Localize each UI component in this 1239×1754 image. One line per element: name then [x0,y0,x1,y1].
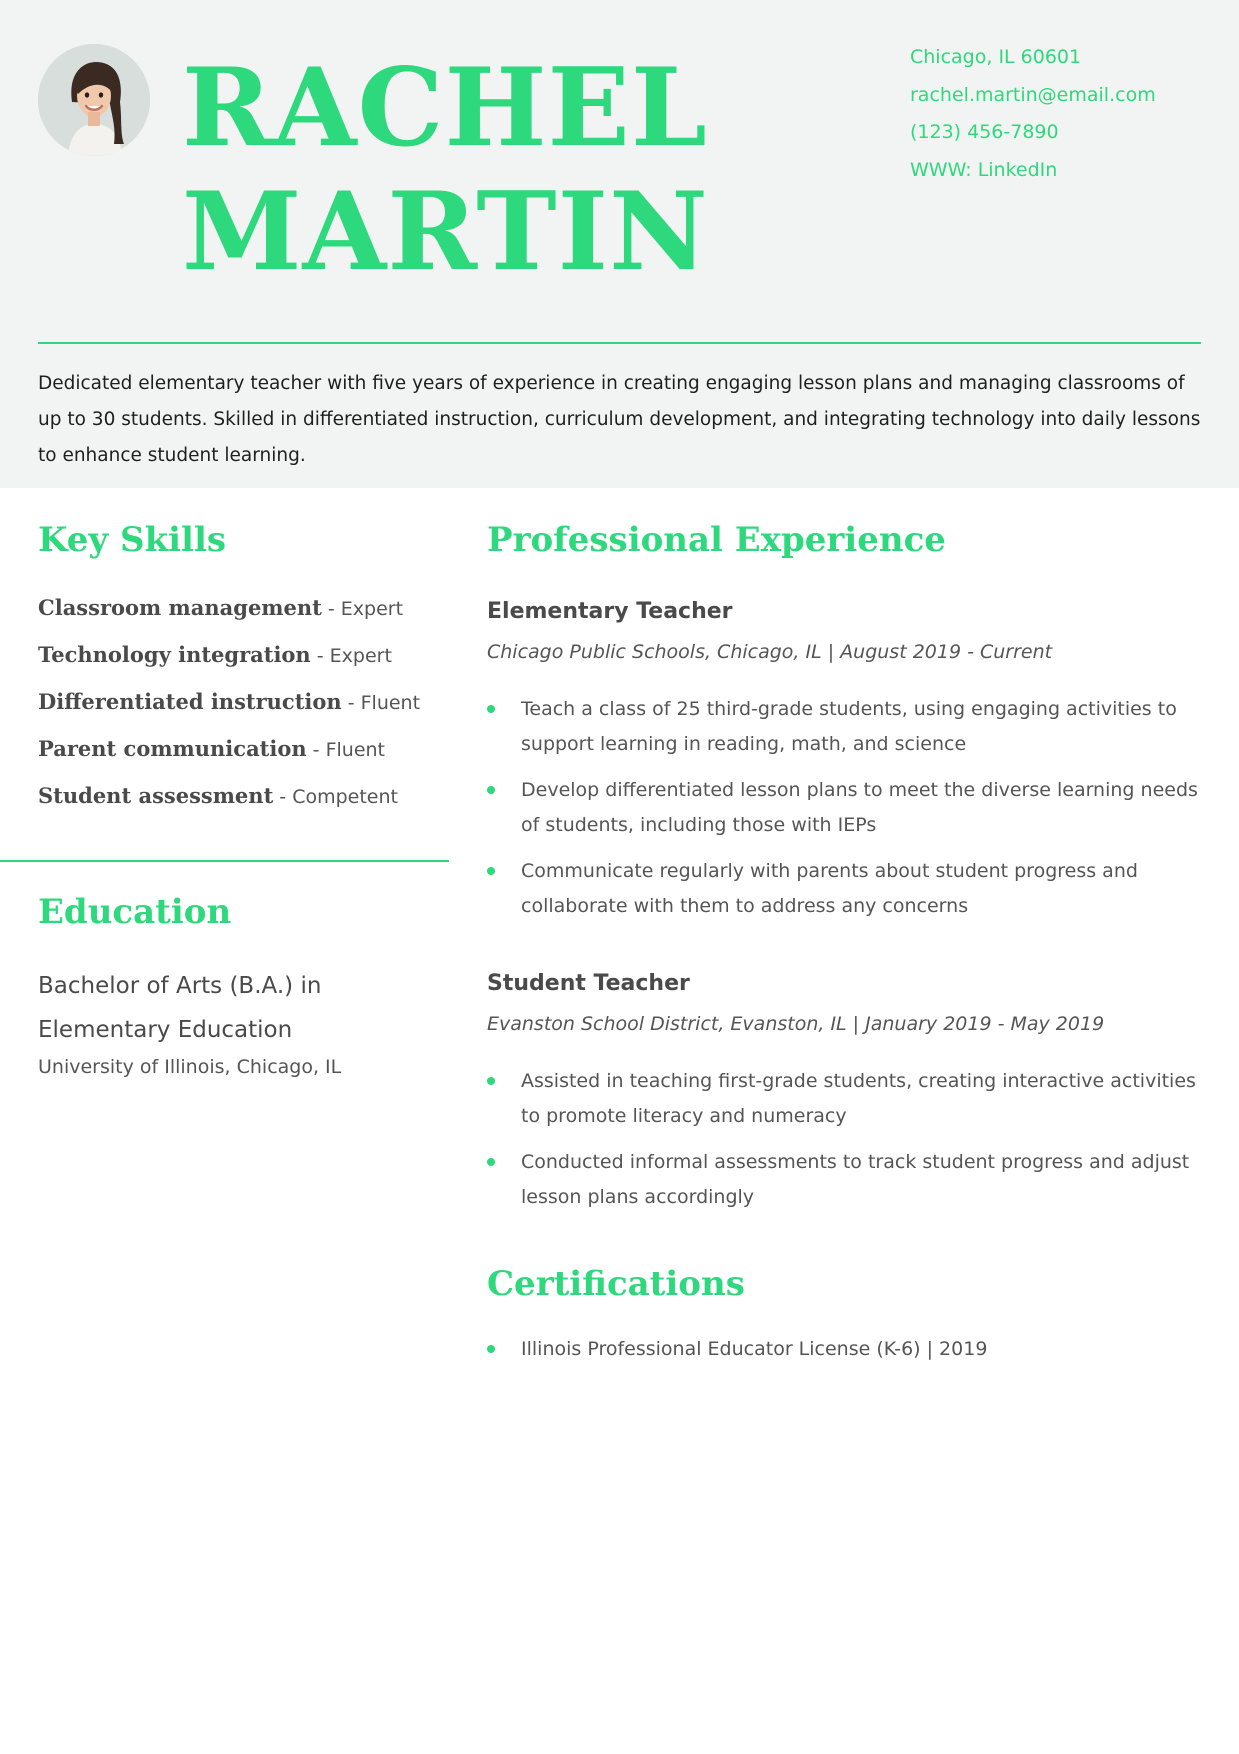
first-name: RACHEL [182,45,708,171]
skill-level: Fluent [360,692,421,714]
experience-heading: Professional Experience [487,520,946,560]
job-meta: Chicago Public Schools, Chicago, IL | August 2019 - Current [487,641,1053,663]
skill-item [38,778,448,825]
contact-website[interactable]: WWW: LinkedIn [910,158,1058,181]
job-bullet: Develop differentiated lesson plans to meet the diverse learning needs of students, including those with IEPs [487,773,1207,843]
skill-level: Competent [292,786,398,808]
skill-level: Expert [329,645,392,667]
job-bullet: Conducted informal assessments to track student progress and adjust lesson plans accordingly [487,1145,1207,1215]
skill-name: Differentiated instruction [38,689,342,714]
professional-summary: Dedicated elementary teacher with five years of experience in creating engaging lesson plans and managing classrooms of up to 30 students. Skilled in differentiated instruction, curriculum development, and integrating technology into daily lessons to enhance student learning. [38,373,1201,466]
skill-separator: - [341,692,361,714]
candidate-name [182,46,709,294]
education-school: University of Illinois, Chicago, IL [38,1056,342,1078]
job-bullets [487,692,1207,935]
skill-name: Classroom management [38,595,322,620]
certification-item: Illinois Professional Educator License (K-6) | 2019 [487,1332,1207,1367]
skills-list [38,590,448,825]
header-divider [38,342,1201,344]
resume-header [0,0,1239,488]
skill-item [38,731,448,778]
contact-info [910,42,1156,192]
skill-separator: - [273,786,293,808]
skill-separator: - [306,739,326,761]
skill-item [38,684,448,731]
contact-email[interactable]: rachel.martin@email.com [910,83,1156,106]
contact-location: Chicago, IL 60601 [910,46,1082,68]
last-name: MARTIN [182,169,709,295]
person-portrait-icon [38,44,150,156]
job-title: Student Teacher [487,971,690,996]
skills-heading: Key Skills [38,520,227,560]
certifications-list [487,1332,1207,1378]
job-title: Elementary Teacher [487,599,733,624]
job-meta: Evanston School District, Evanston, IL | January 2019 - May 2019 [487,1013,1105,1035]
skill-item [38,590,448,637]
skill-separator: - [321,598,341,620]
profile-photo [38,44,150,156]
certifications-heading: Certifications [487,1264,745,1304]
skill-name: Technology integration [38,642,311,667]
skill-level: Fluent [325,739,386,761]
skill-item [38,637,448,684]
job-bullet: Assisted in teaching first-grade students, creating interactive activities to promote literacy and numeracy [487,1064,1207,1134]
job-bullet: Teach a class of 25 third-grade students, using engaging activities to support learning in reading, math, and science [487,692,1207,762]
job-bullet: Communicate regularly with parents about student progress and collaborate with them to address any concerns [487,854,1207,924]
left-column-divider [0,860,449,862]
skill-level: Expert [340,598,404,620]
contact-phone[interactable]: (123) 456-7890 [910,121,1059,143]
skill-name: Student assessment [38,783,274,808]
education-degree: Bachelor of Arts (B.A.) in Elementary Education [38,973,322,1043]
skill-separator: - [310,645,330,667]
education-heading: Education [38,892,232,932]
job-bullets [487,1064,1207,1226]
skill-name: Parent communication [38,736,307,761]
